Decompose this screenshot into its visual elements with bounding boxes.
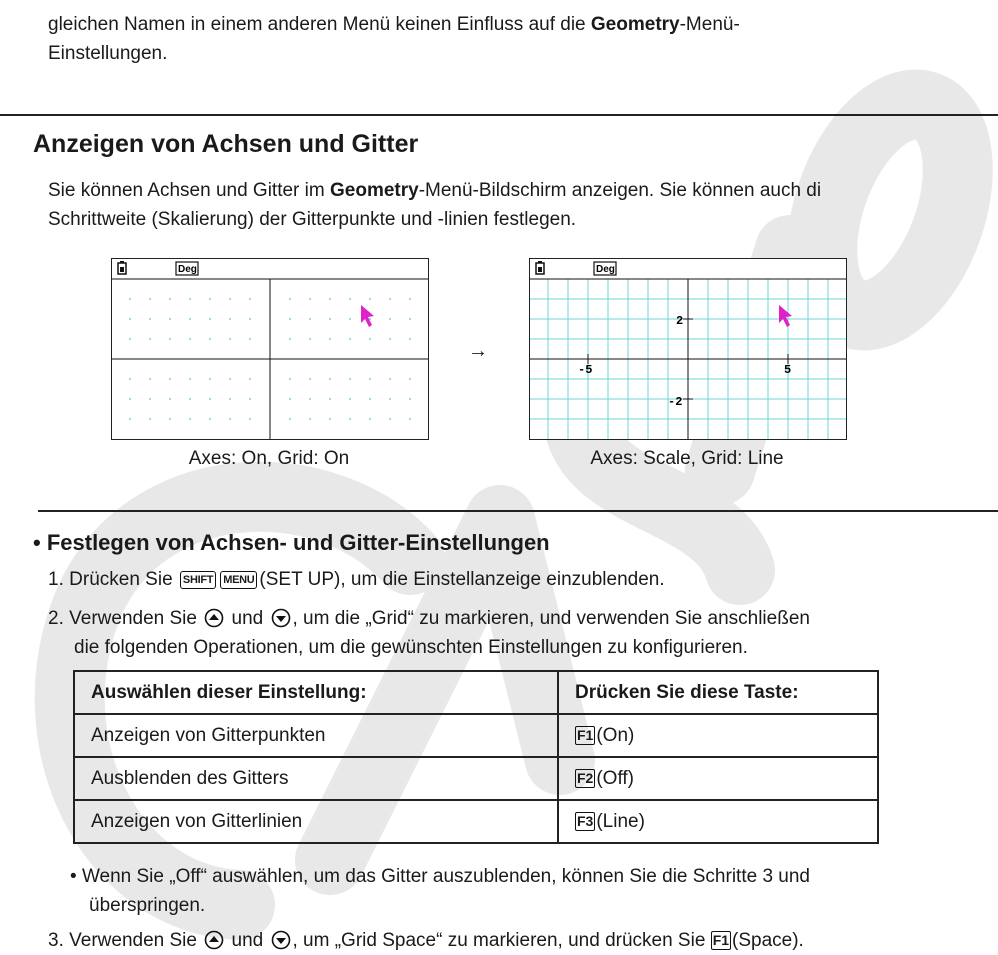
- tick-label-x-left: -5: [578, 363, 593, 377]
- grid-dot: [409, 318, 411, 320]
- bullet-icon: •: [33, 530, 41, 555]
- table-cell-key: [558, 714, 878, 757]
- grid-dot: [189, 338, 191, 340]
- cursor-down-key-icon: [271, 608, 291, 628]
- grid-dot: [329, 418, 331, 420]
- grid-dot: [349, 338, 351, 340]
- battery-level: [538, 267, 542, 272]
- grid-dot: [309, 298, 311, 300]
- table-cell-setting: Ausblenden des Gitters: [74, 757, 558, 800]
- grid-dot: [369, 398, 371, 400]
- step-number: 3.: [48, 930, 64, 951]
- step-3: [48, 926, 804, 955]
- table-cell-setting: Anzeigen von Gitterpunkten: [74, 714, 558, 757]
- section-text-end: -Menü-Bildschirm anzeigen. Sie können auch di: [418, 180, 822, 201]
- step-1: [48, 565, 665, 594]
- grid-dot: [169, 298, 171, 300]
- grid-dot: [409, 298, 411, 300]
- step-text-end: , um die „Grid“ zu markieren, und verwenden Sie anschließen: [292, 608, 810, 629]
- grid-dot: [129, 418, 131, 420]
- note-text: Wenn Sie „Off“ auswählen, um das Gitter auszublenden, können Sie die Schritte 3 und: [81, 866, 810, 887]
- intro-line-1: [48, 10, 988, 39]
- grid-dot: [169, 378, 171, 380]
- settings-table: [73, 670, 879, 844]
- grid-dot: [309, 378, 311, 380]
- status-deg: Deg: [596, 264, 615, 275]
- grid-dot: [309, 398, 311, 400]
- key-action: (Line): [596, 810, 645, 832]
- table-header-row: [74, 671, 878, 714]
- caption-right: Axes: Scale, Grid: Line: [590, 448, 784, 469]
- table-cell-setting: Anzeigen von Gitterlinien: [74, 800, 558, 843]
- grid-dot: [309, 318, 311, 320]
- grid-dot: [329, 338, 331, 340]
- grid-dot: [169, 398, 171, 400]
- grid-dot: [329, 318, 331, 320]
- table-cell-key: [558, 800, 878, 843]
- cursor-down-key-icon: [271, 930, 291, 950]
- step-2: [48, 604, 810, 633]
- screen-axes-on-grid-on: [111, 258, 429, 440]
- grid-dot: [309, 338, 311, 340]
- grid-dot: [249, 338, 251, 340]
- grid-dot: [349, 398, 351, 400]
- cursor-arrow-icon: [779, 305, 792, 327]
- section-paragraph-line-1: [48, 176, 998, 205]
- grid-dot: [289, 298, 291, 300]
- table-row: [74, 757, 878, 800]
- intro-text: gleichen Namen in einem anderen Menü keinen Einfluss auf die: [48, 14, 591, 35]
- grid-dot: [209, 298, 211, 300]
- grid-dot: [229, 378, 231, 380]
- grid-dot: [409, 398, 411, 400]
- table-header-key: Drücken Sie diese Taste:: [558, 671, 878, 714]
- grid-dot: [349, 298, 351, 300]
- section-divider: [0, 114, 998, 116]
- battery-level: [120, 267, 124, 272]
- grid-dot: [169, 418, 171, 420]
- grid-dot: [169, 318, 171, 320]
- grid-dot: [389, 338, 391, 340]
- grid-dot: [249, 378, 251, 380]
- status-deg: Deg: [178, 264, 197, 275]
- grid-dot: [389, 378, 391, 380]
- grid-dot: [149, 418, 151, 420]
- grid-dot: [409, 418, 411, 420]
- grid-dot: [349, 318, 351, 320]
- grid-dot: [329, 298, 331, 300]
- grid-dot: [289, 398, 291, 400]
- tick-label-x-right: 5: [784, 363, 792, 377]
- grid-dot: [189, 398, 191, 400]
- step-text-end: (SET UP), um die Einstellanzeige einzublenden.: [259, 569, 665, 590]
- section-heading: Anzeigen von Achsen und Gitter: [33, 130, 419, 158]
- grid-dot: [369, 298, 371, 300]
- status-bar: [530, 259, 846, 279]
- grid-dot: [209, 318, 211, 320]
- grid-dot: [229, 398, 231, 400]
- tick-label-y-top: 2: [676, 314, 684, 328]
- f3-key: F3: [577, 812, 594, 829]
- grid-dot: [149, 398, 151, 400]
- table-row: [74, 800, 878, 843]
- f1-key: F1: [577, 726, 594, 743]
- grid-dot: [389, 398, 391, 400]
- screen-axes-scale-grid-line: [529, 258, 847, 440]
- grid-dot: [129, 398, 131, 400]
- grid-dot: [249, 318, 251, 320]
- grid-dot: [329, 378, 331, 380]
- bullet-icon: •: [70, 866, 77, 887]
- grid-dot: [209, 338, 211, 340]
- grid-dot: [289, 338, 291, 340]
- grid-dot: [149, 338, 151, 340]
- procedure-divider: [38, 510, 998, 512]
- section-paragraph-line-2: Schrittweite (Skalierung) der Gitterpunkte und -linien festlegen.: [48, 209, 577, 230]
- grid-dot: [329, 398, 331, 400]
- grid-dot: [389, 298, 391, 300]
- grid-dot: [169, 338, 171, 340]
- step-text-end: (Space).: [732, 930, 804, 951]
- cursor-up-key-icon: [204, 930, 224, 950]
- grid-dot: [289, 378, 291, 380]
- grid-dot: [289, 418, 291, 420]
- grid-dot: [249, 298, 251, 300]
- table-row: [74, 714, 878, 757]
- intro-bold: Geometry: [590, 14, 680, 35]
- tick-label-y-bottom: -2: [668, 395, 683, 409]
- step-text: Verwenden Sie: [69, 608, 203, 629]
- grid-dot: [209, 398, 211, 400]
- transition-arrow: →: [468, 340, 488, 362]
- menu-key: MENU: [220, 571, 257, 589]
- grid-dot: [189, 298, 191, 300]
- step-number: 1.: [48, 569, 64, 590]
- grid-dot: [249, 398, 251, 400]
- grid-dot: [389, 418, 391, 420]
- step-text: Verwenden Sie: [69, 930, 203, 951]
- note-line-1: [70, 862, 810, 891]
- table-header-setting: Auswählen dieser Einstellung:: [74, 671, 558, 714]
- grid-dot: [369, 338, 371, 340]
- battery-cap: [538, 261, 542, 263]
- grid-dot: [289, 318, 291, 320]
- intro-line-2: Einstellungen.: [48, 43, 168, 64]
- grid-dot: [129, 378, 131, 380]
- caption-left: Axes: On, Grid: On: [188, 448, 350, 469]
- grid-dot: [409, 378, 411, 380]
- f1-key: F1: [712, 932, 730, 948]
- grid-dot: [129, 318, 131, 320]
- cursor-up-key-icon: [204, 608, 224, 628]
- grid-dot: [229, 418, 231, 420]
- grid-dot: [189, 378, 191, 380]
- grid-dot: [389, 318, 391, 320]
- key-action: (Off): [596, 767, 634, 789]
- grid-dot: [149, 318, 151, 320]
- grid-dot: [409, 338, 411, 340]
- step-text-and: und: [226, 930, 269, 951]
- cursor-arrow-icon: [361, 305, 374, 327]
- grid-dot: [229, 318, 231, 320]
- procedure-title: [33, 529, 550, 557]
- section-text: Sie können Achsen und Gitter im: [48, 180, 330, 201]
- battery-cap: [120, 261, 124, 263]
- intro-text-end: -Menü-: [679, 14, 740, 35]
- table-cell-key: [558, 757, 878, 800]
- grid-dot: [149, 378, 151, 380]
- procedure-title-text: Festlegen von Achsen- und Gitter-Einstellungen: [46, 530, 550, 555]
- grid-dot: [309, 418, 311, 420]
- grid-dot: [249, 418, 251, 420]
- grid-dot: [129, 338, 131, 340]
- step-number: 2.: [48, 608, 64, 629]
- note-line-2: überspringen.: [89, 895, 206, 916]
- step-text-mid: , um „Grid Space“ zu markieren, und drücken Sie: [292, 930, 711, 951]
- grid-dot: [209, 378, 211, 380]
- grid-dot: [349, 418, 351, 420]
- section-bold: Geometry: [330, 180, 419, 201]
- step-text-and: und: [226, 608, 269, 629]
- grid-dot: [129, 298, 131, 300]
- grid-dot: [189, 418, 191, 420]
- step-2-line-2: die folgenden Operationen, um die gewünschten Einstellungen zu konfigurieren.: [74, 637, 748, 658]
- grid-dot: [229, 298, 231, 300]
- step-text: Drücken Sie: [69, 569, 178, 590]
- grid-dot: [149, 298, 151, 300]
- grid-dot: [189, 318, 191, 320]
- grid-dot: [209, 418, 211, 420]
- key-action: (On): [596, 724, 635, 746]
- grid-dot: [369, 418, 371, 420]
- f2-key: F2: [577, 769, 594, 786]
- grid-dot: [369, 378, 371, 380]
- grid-dot: [229, 338, 231, 340]
- grid-dot: [349, 378, 351, 380]
- shift-key: SHIFT: [180, 571, 216, 589]
